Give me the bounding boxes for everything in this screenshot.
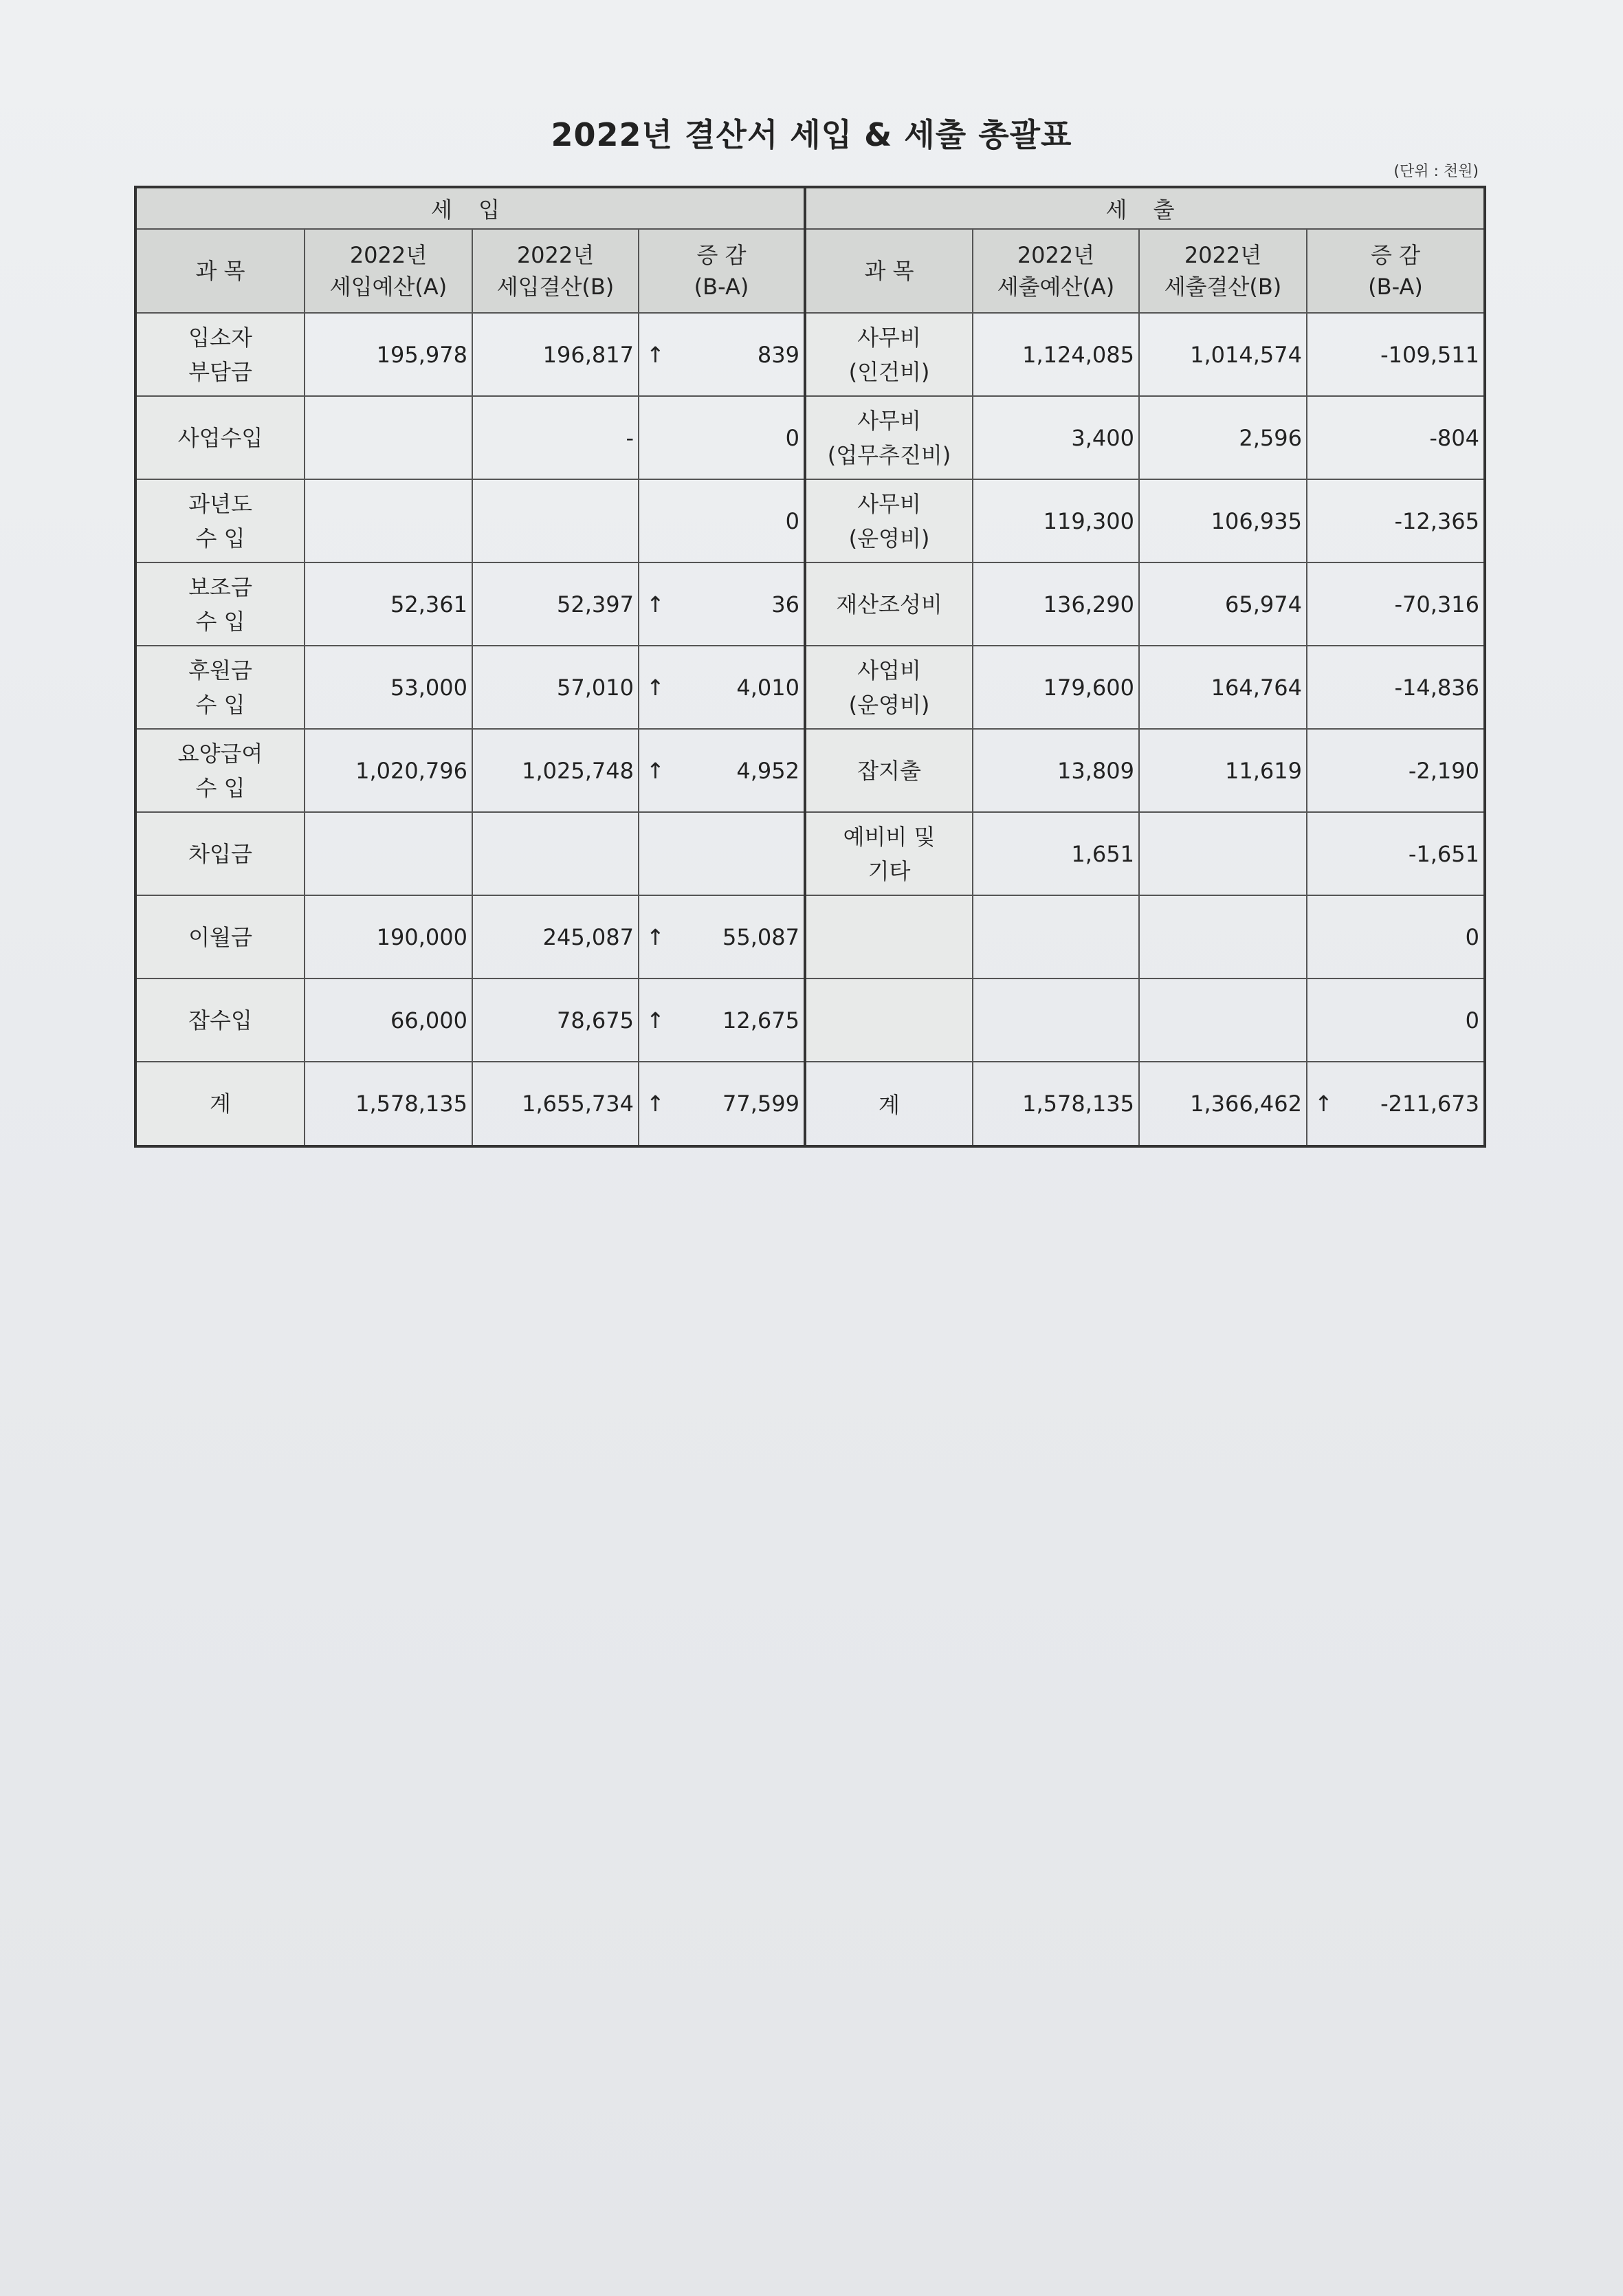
income-total-actual: 1,655,734 (472, 1062, 639, 1146)
increase-arrow-icon: ↑ (1314, 1091, 1333, 1117)
expense-subject-cell: 사무비 (운영비) (805, 479, 973, 562)
income-subject-cell: 이월금 (135, 895, 305, 978)
table-row (135, 396, 1485, 479)
income-budget-cell (305, 396, 472, 479)
expense-actual-cell (1139, 812, 1307, 895)
expense-actual-header: 2022년 세출결산(B) (1139, 229, 1307, 313)
income-diff-cell: ↑ 839 (639, 313, 805, 396)
increase-arrow-icon: ↑ (646, 1091, 665, 1117)
increase-arrow-icon: ↑ (646, 591, 665, 617)
income-subject-header: 과 목 (135, 229, 305, 313)
income-budget-cell: 53,000 (305, 646, 472, 729)
summary-table (134, 186, 1486, 1148)
income-subject-cell: 후원금 수 입 (135, 646, 305, 729)
income-budget-cell: 66,000 (305, 978, 472, 1062)
expense-subject-cell: 사업비 (운영비) (805, 646, 973, 729)
expense-diff-cell: -70,316 (1307, 562, 1485, 646)
increase-arrow-icon: ↑ (646, 1007, 665, 1034)
expense-subject-cell: 재산조성비 (805, 562, 973, 646)
income-actual-cell: 245,087 (472, 895, 639, 978)
income-subject-cell: 요양급여 수 입 (135, 729, 305, 812)
expense-budget-cell: 1,124,085 (973, 313, 1139, 396)
expense-total-diff: ↑ -211,673 (1307, 1062, 1485, 1146)
income-budget-cell (305, 479, 472, 562)
income-budget-header: 2022년 세입예산(A) (305, 229, 472, 313)
income-budget-cell: 1,020,796 (305, 729, 472, 812)
expense-budget-cell: 119,300 (973, 479, 1139, 562)
expense-subject-cell (805, 895, 973, 978)
table-row (135, 729, 1485, 812)
income-budget-cell (305, 812, 472, 895)
expense-subject-cell (805, 978, 973, 1062)
income-total-label: 계 (135, 1062, 305, 1146)
expense-subject-cell: 사무비 (인건비) (805, 313, 973, 396)
expense-budget-cell: 3,400 (973, 396, 1139, 479)
report-title: 2022년 결산서 세입 & 세출 총괄표 (551, 116, 1072, 153)
table-row (135, 313, 1485, 396)
expense-subject-cell: 사무비 (업무추진비) (805, 396, 973, 479)
income-subject-cell: 차입금 (135, 812, 305, 895)
expense-diff-cell: 0 (1307, 978, 1485, 1062)
expense-actual-cell: 11,619 (1139, 729, 1307, 812)
income-subject-cell: 사업수입 (135, 396, 305, 479)
income-actual-cell: 57,010 (472, 646, 639, 729)
table-row (135, 978, 1485, 1062)
income-diff-cell: ↑ 4,010 (639, 646, 805, 729)
income-section-header: 세 입 (135, 187, 805, 229)
expense-actual-cell: 65,974 (1139, 562, 1307, 646)
increase-arrow-icon: ↑ (646, 674, 665, 701)
income-actual-cell: - (472, 396, 639, 479)
unit-note: (단위 : 천원) (1393, 163, 1479, 180)
expense-budget-header: 2022년 세출예산(A) (973, 229, 1139, 313)
income-budget-cell: 52,361 (305, 562, 472, 646)
expense-total-budget: 1,578,135 (973, 1062, 1139, 1146)
expense-diff-cell: -1,651 (1307, 812, 1485, 895)
increase-arrow-icon: ↑ (646, 923, 665, 950)
income-subject-cell: 잡수입 (135, 978, 305, 1062)
expense-actual-cell: 2,596 (1139, 396, 1307, 479)
expense-budget-cell (973, 978, 1139, 1062)
income-subject-cell: 과년도 수 입 (135, 479, 305, 562)
expense-budget-cell: 179,600 (973, 646, 1139, 729)
expense-subject-cell: 예비비 및 기타 (805, 812, 973, 895)
expense-actual-cell (1139, 895, 1307, 978)
expense-total-label: 계 (805, 1062, 973, 1146)
expense-subject-header: 과 목 (805, 229, 973, 313)
income-diff-header: 증 감 (B-A) (639, 229, 805, 313)
income-diff-cell: ↑ 12,675 (639, 978, 805, 1062)
expense-diff-header: 증 감 (B-A) (1307, 229, 1485, 313)
increase-arrow-icon: ↑ (646, 757, 665, 784)
expense-section-header: 세 출 (805, 187, 1485, 229)
income-actual-cell: 52,397 (472, 562, 639, 646)
income-actual-cell: 196,817 (472, 313, 639, 396)
expense-diff-cell: -109,511 (1307, 313, 1485, 396)
income-diff-cell (639, 812, 805, 895)
income-actual-header: 2022년 세입결산(B) (472, 229, 639, 313)
income-diff-cell: ↑ 36 (639, 562, 805, 646)
income-diff-cell: 0 (639, 479, 805, 562)
expense-budget-cell: 136,290 (973, 562, 1139, 646)
expense-actual-cell (1139, 978, 1307, 1062)
column-header-row (135, 229, 1485, 313)
income-diff-cell: ↑ 55,087 (639, 895, 805, 978)
income-total-budget: 1,578,135 (305, 1062, 472, 1146)
expense-budget-cell: 13,809 (973, 729, 1139, 812)
table-row (135, 562, 1485, 646)
income-subject-cell: 입소자 부담금 (135, 313, 305, 396)
income-total-diff: ↑ 77,599 (639, 1062, 805, 1146)
income-actual-cell (472, 479, 639, 562)
table-row (135, 646, 1485, 729)
expense-diff-cell: -12,365 (1307, 479, 1485, 562)
table-row (135, 812, 1485, 895)
expense-diff-cell: -2,190 (1307, 729, 1485, 812)
expense-budget-cell (973, 895, 1139, 978)
expense-subject-cell: 잡지출 (805, 729, 973, 812)
expense-diff-cell: 0 (1307, 895, 1485, 978)
increase-arrow-icon: ↑ (646, 341, 665, 368)
expense-budget-cell: 1,651 (973, 812, 1139, 895)
income-budget-cell: 195,978 (305, 313, 472, 396)
income-budget-cell: 190,000 (305, 895, 472, 978)
expense-actual-cell: 1,014,574 (1139, 313, 1307, 396)
table-row (135, 479, 1485, 562)
expense-diff-cell: -804 (1307, 396, 1485, 479)
expense-actual-cell: 106,935 (1139, 479, 1307, 562)
income-diff-cell: 0 (639, 396, 805, 479)
income-subject-cell: 보조금 수 입 (135, 562, 305, 646)
expense-total-actual: 1,366,462 (1139, 1062, 1307, 1146)
income-actual-cell: 1,025,748 (472, 729, 639, 812)
table-row (135, 895, 1485, 978)
income-actual-cell (472, 812, 639, 895)
expense-diff-cell: -14,836 (1307, 646, 1485, 729)
expense-actual-cell: 164,764 (1139, 646, 1307, 729)
income-actual-cell: 78,675 (472, 978, 639, 1062)
income-diff-cell: ↑ 4,952 (639, 729, 805, 812)
section-header-row (135, 187, 1485, 229)
total-row (135, 1062, 1485, 1146)
